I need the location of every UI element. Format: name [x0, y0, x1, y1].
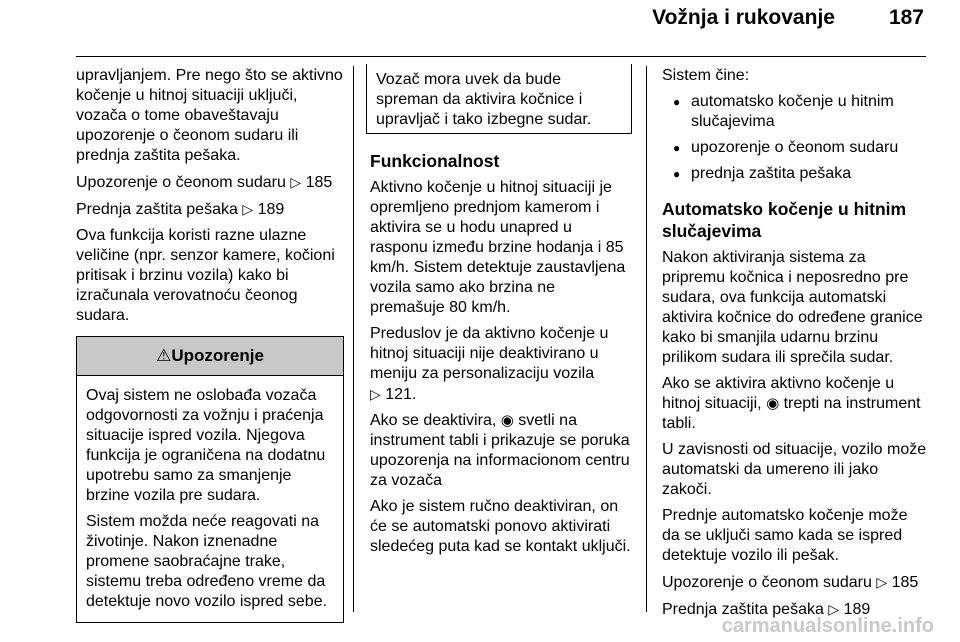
col1-reference-2[interactable]: Prednja zaštita pešaka ▷ 189 — [76, 201, 285, 218]
column-1 — [76, 66, 344, 623]
brake-warning-icon: ◉ — [766, 395, 780, 412]
list-item: ● automatsko kočenje u hitnim slučajevima — [662, 92, 928, 132]
warning-body — [77, 376, 343, 622]
column-2 — [370, 66, 632, 563]
reference-arrow-icon: ▷ — [876, 574, 888, 590]
note-text: Vozač mora uvek da bude spreman da aktivira kočnice i upravljač i tako izbegne sudar. — [376, 71, 592, 128]
warning-paragraph-1: Ovaj sistem ne oslobađa vozača odgovornosti za vožnju i praćenja situacije ispred vozila. Njegova funkcija je ograničena na dodatnu upotrebu samo za smanjenje brzine vozila pre sudara. — [86, 387, 326, 504]
reference-arrow-icon: ▷ — [828, 601, 840, 617]
heading-funkcionalnost: Funkcionalnost — [370, 151, 500, 171]
reference-arrow-icon: ▷ — [290, 174, 302, 190]
heading-automatic-braking: Automatsko kočenje u hitnim slučajevima — [662, 199, 907, 241]
page-number: 187 — [888, 6, 924, 29]
warning-header — [77, 337, 343, 376]
column-divider-1 — [353, 66, 354, 612]
col1-reference-1[interactable]: Upozorenje o čeonom sudaru ▷ 185 — [76, 174, 333, 191]
system-components-list — [662, 92, 928, 184]
brake-warning-icon: ◉ — [500, 412, 514, 429]
section-title: Vožnja i rukovanje — [652, 6, 835, 29]
col2-paragraph-4: Ako je sistem ručno deaktiviran, on će se automatski ponovo aktivirati sledećeg puta kad se kontakt uključi. — [370, 498, 631, 555]
list-item: ● prednja zaštita pešaka — [662, 164, 928, 184]
col3-paragraph-4: Prednje automatsko kočenje može da se uključi samo kada se ispred detektuje vozilo ili pešak. — [662, 507, 908, 564]
col3-reference-1[interactable]: Upozorenje o čeonom sudaru ▷ 185 — [662, 574, 919, 591]
warning-paragraph-2: Sistem možda neće reagovati na životinje. Nakon iznenadne promene saobraćajne trake, sistemu treba određeno vreme da detektuje novo vozilo ispred sebe. — [86, 513, 328, 610]
column-divider-2 — [646, 66, 647, 612]
header-rule — [76, 56, 926, 57]
col3-intro: Sistem čine: — [662, 67, 750, 84]
reference-arrow-icon: ▷ — [370, 386, 381, 402]
warning-box — [76, 336, 344, 623]
reference-arrow-icon: ▷ — [242, 201, 254, 217]
warning-triangle-icon: ⚠ — [156, 346, 172, 365]
col2-reference-page[interactable]: 121 — [385, 386, 412, 403]
note-box — [366, 64, 632, 134]
col1-paragraph-1: upravljanjem. Pre nego što se aktivno kočenje u hitnoj situaciji uključi, vozača o tome obaveštavaju upozorenje o čeonom sudaru ili prednja zaštita pešaka. — [76, 67, 343, 164]
col3-paragraph-1: Nakon aktiviranja sistema za pripremu kočnica i neposredno pre sudara, ova funkcija automatski aktivira kočnice do određene granice kako bi smanjila udarnu brzinu prilikom sudara ili sprečila sudar. — [662, 249, 923, 366]
list-item: ● upozorenje o čeonom sudaru — [662, 138, 928, 158]
warning-title: Upozorenje — [171, 346, 264, 365]
col2-paragraph-2: Preduslov je da aktivno kočenje u hitnoj situaciji nije deaktivirano u meniju za personalizaciju vozila ▷ 121. — [370, 325, 609, 403]
col3-paragraph-2: Ako se aktivira aktivno kočenje u hitnoj situaciji, ◉ trepti na instrument tabli. — [662, 375, 921, 432]
col3-paragraph-3: U zavisnosti od situacije, vozilo može automatski da umereno ili jako zakoči. — [662, 441, 927, 498]
watermark: carmanualsonline.info — [721, 615, 934, 637]
col2-paragraph-3: Ako se deaktivira, ◉ svetli na instrument tabli i prikazuje se poruka upozorenja na informacionom centru za vozača — [370, 412, 630, 489]
page-header — [652, 6, 924, 30]
col2-paragraph-1: Aktivno kočenje u hitnoj situaciji je opremljeno prednjom kamerom i aktivira se u hodu unapred u rasponu između brzine hodanja i 85 km/h. Sistem detektuje zaustavljena vozila samo ako brzina ne premašuje 80 km/h. — [370, 179, 626, 316]
column-3 — [662, 66, 928, 626]
col3-reference-2[interactable]: Prednja zaštita pešaka ▷ 189 — [662, 601, 871, 618]
col1-paragraph-2: Ova funkcija koristi razne ulazne veličine (npr. senzor kamere, kočioni pritisak i brzinu vozila) kako bi izračunala verovatnoću čeonog sudara. — [76, 227, 335, 324]
